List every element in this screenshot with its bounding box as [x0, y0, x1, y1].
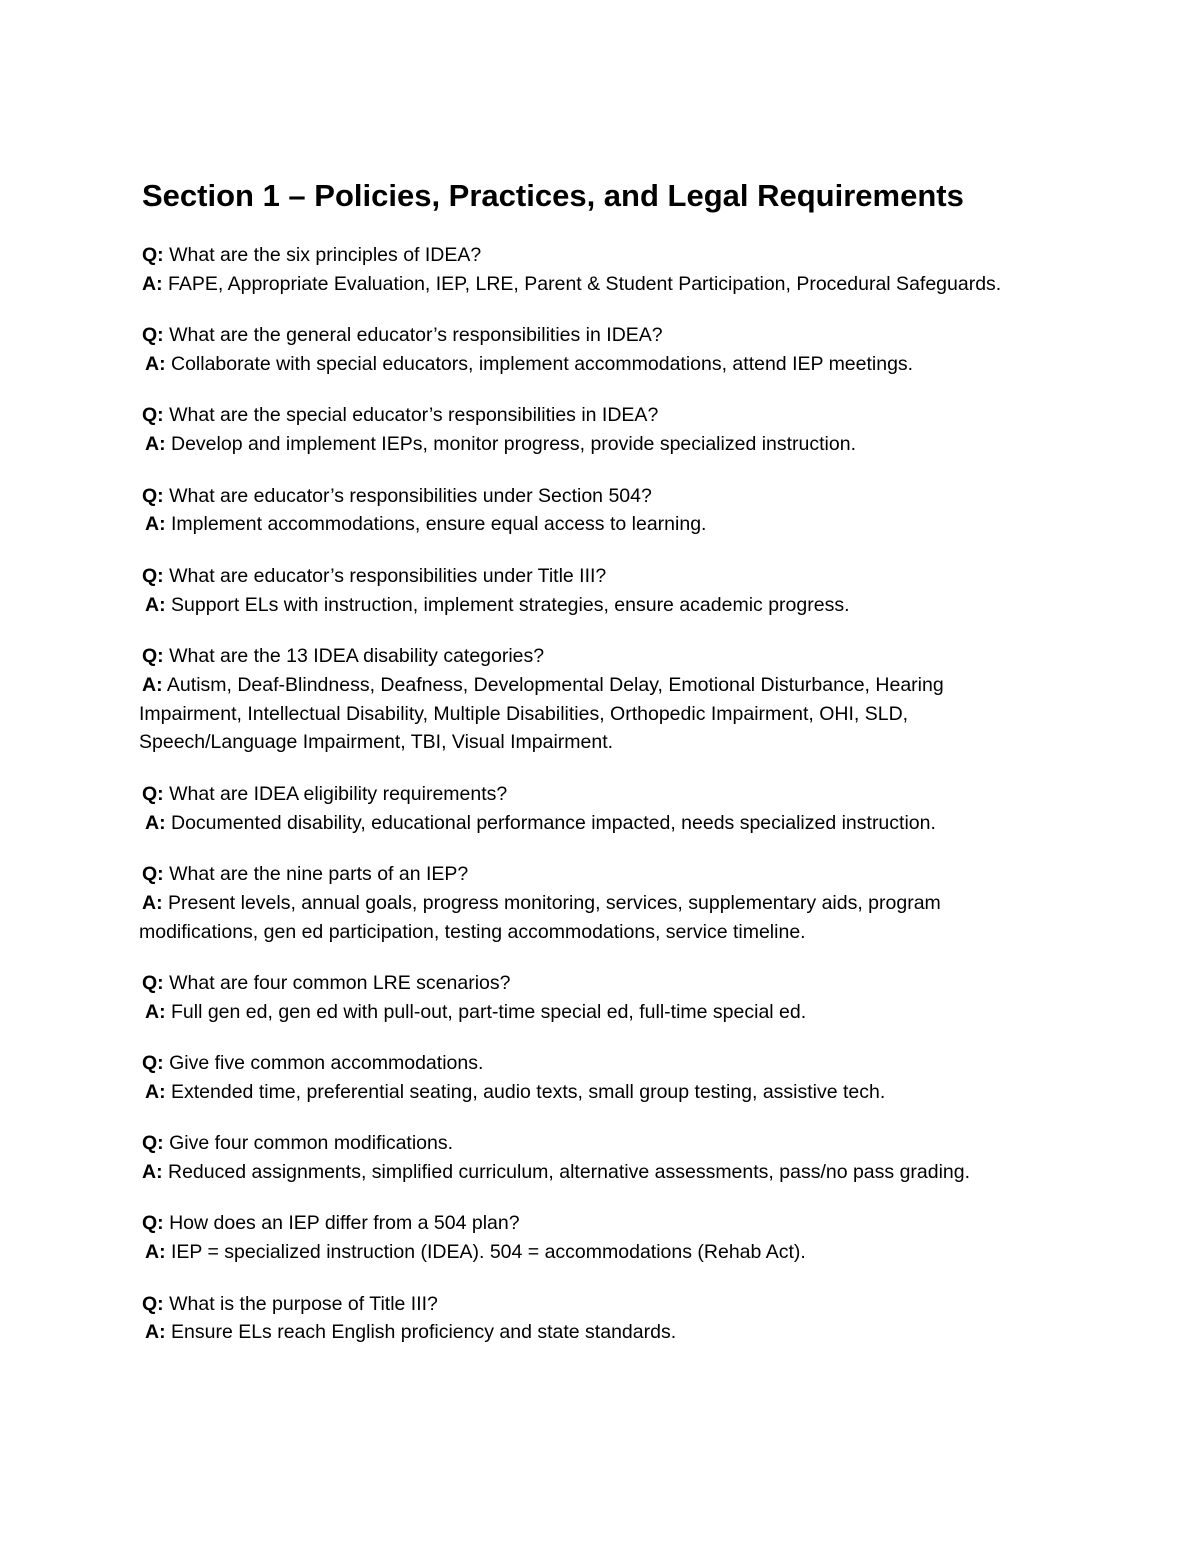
question-label: Q: [142, 1292, 164, 1315]
qa-list [139, 241, 1042, 1347]
answer-line [142, 510, 1042, 539]
answer-line [139, 671, 1042, 757]
answer-line [142, 350, 1042, 379]
qa-item [139, 860, 1042, 946]
qa-item [142, 401, 1042, 459]
qa-item [139, 642, 1042, 757]
answer-line [142, 809, 1042, 838]
answer-label: A: [142, 272, 163, 295]
answer-line [139, 889, 1042, 947]
question-text: Give five common accommodations. [169, 1052, 484, 1075]
question-label: Q: [142, 971, 164, 994]
qa-item [142, 482, 1042, 540]
qa-item [142, 1290, 1042, 1348]
question-text: What are the nine parts of an IEP? [169, 862, 469, 885]
question-line [142, 780, 1042, 809]
question-line [142, 401, 1042, 430]
answer-label: A: [145, 593, 166, 616]
answer-label: A: [145, 513, 166, 536]
qa-item [142, 321, 1042, 379]
answer-line [142, 1238, 1042, 1267]
question-line [142, 321, 1042, 350]
answer-line [142, 998, 1042, 1027]
section-title: Section 1 – Policies, Practices, and Legal Requirements [142, 178, 964, 213]
question-line [142, 642, 1042, 671]
answer-label: A: [145, 1000, 166, 1023]
question-text: What are the 13 IDEA disability categories? [169, 644, 545, 667]
answer-label: A: [145, 1241, 166, 1264]
question-text: What are educator’s responsibilities under Title III? [169, 564, 607, 587]
question-line [142, 562, 1042, 591]
qa-item [142, 241, 1042, 299]
qa-item [142, 562, 1042, 620]
qa-item [142, 780, 1042, 838]
question-label: Q: [142, 564, 164, 587]
question-line [142, 482, 1042, 511]
question-text: What are four common LRE scenarios? [169, 971, 511, 994]
answer-text: Ensure ELs reach English proficiency and state standards. [171, 1321, 677, 1344]
answer-text: Support ELs with instruction, implement strategies, ensure academic progress. [171, 593, 850, 616]
qa-item [142, 969, 1042, 1027]
question-text: What are educator’s responsibilities under Section 504? [169, 484, 652, 507]
answer-text: Reduced assignments, simplified curriculum, alternative assessments, pass/no pass grading. [168, 1161, 971, 1184]
question-text: Give four common modifications. [169, 1132, 454, 1155]
answer-text: Implement accommodations, ensure equal access to learning. [171, 513, 707, 536]
answer-text: Full gen ed, gen ed with pull-out, part-time special ed, full-time special ed. [171, 1000, 807, 1023]
question-label: Q: [142, 644, 164, 667]
question-label: Q: [142, 324, 164, 347]
question-label: Q: [142, 404, 164, 427]
question-text: What are IDEA eligibility requirements? [169, 782, 508, 805]
question-label: Q: [142, 782, 164, 805]
question-text: What are the six principles of IDEA? [169, 244, 482, 266]
qa-item [142, 1209, 1042, 1267]
question-text: What are the general educator’s responsibilities in IDEA? [169, 324, 663, 347]
answer-label: A: [142, 673, 163, 696]
question-line [142, 241, 1042, 270]
question-label: Q: [142, 1052, 164, 1075]
answer-text: IEP = specialized instruction (IDEA). 504 = accommodations (Rehab Act). [171, 1241, 806, 1264]
question-line [142, 1290, 1042, 1319]
answer-line [142, 1078, 1042, 1107]
answer-label: A: [142, 891, 163, 914]
answer-label: A: [142, 1161, 163, 1184]
answer-text: Present levels, annual goals, progress monitoring, services, supplementary aids, program modifications, gen ed participation, testing accommodations, service timeline. [139, 891, 941, 943]
question-label: Q: [142, 244, 164, 266]
answer-text: FAPE, Appropriate Evaluation, IEP, LRE, Parent & Student Participation, Procedural Safeguards. [168, 272, 1002, 295]
answer-label: A: [145, 352, 166, 375]
question-line [142, 969, 1042, 998]
question-text: How does an IEP differ from a 504 plan? [169, 1212, 520, 1235]
question-text: What is the purpose of Title III? [169, 1292, 438, 1315]
question-label: Q: [142, 1132, 164, 1155]
answer-label: A: [145, 1080, 166, 1103]
answer-line [142, 591, 1042, 620]
question-label: Q: [142, 862, 164, 885]
question-label: Q: [142, 484, 164, 507]
answer-text: Extended time, preferential seating, audio texts, small group testing, assistive tech. [171, 1080, 886, 1103]
answer-text: Develop and implement IEPs, monitor progress, provide specialized instruction. [171, 433, 856, 456]
answer-line [139, 1158, 1042, 1187]
question-line [142, 1129, 1042, 1158]
answer-line [142, 430, 1042, 459]
document-content [139, 176, 1042, 1370]
answer-text: Autism, Deaf-Blindness, Deafness, Developmental Delay, Emotional Disturbance, Hearing Impairment, Intellectual Disability, Multiple Disabilities, Orthopedic Impairment, OHI, SLD, Speech/Language Impairment, TBI, Visual Impairment. [139, 673, 944, 754]
answer-label: A: [145, 811, 166, 834]
question-text: What are the special educator’s responsibilities in IDEA? [169, 404, 659, 427]
answer-label: A: [145, 433, 166, 456]
answer-line [142, 1318, 1042, 1347]
answer-line [139, 270, 1042, 299]
answer-text: Collaborate with special educators, implement accommodations, attend IEP meetings. [171, 352, 914, 375]
question-line [142, 1049, 1042, 1078]
answer-text: Documented disability, educational performance impacted, needs specialized instruction. [171, 811, 936, 834]
qa-item [142, 1129, 1042, 1187]
question-line [142, 1209, 1042, 1238]
question-label: Q: [142, 1212, 164, 1235]
question-line [142, 860, 1042, 889]
answer-label: A: [145, 1321, 166, 1344]
qa-item [142, 1049, 1042, 1107]
